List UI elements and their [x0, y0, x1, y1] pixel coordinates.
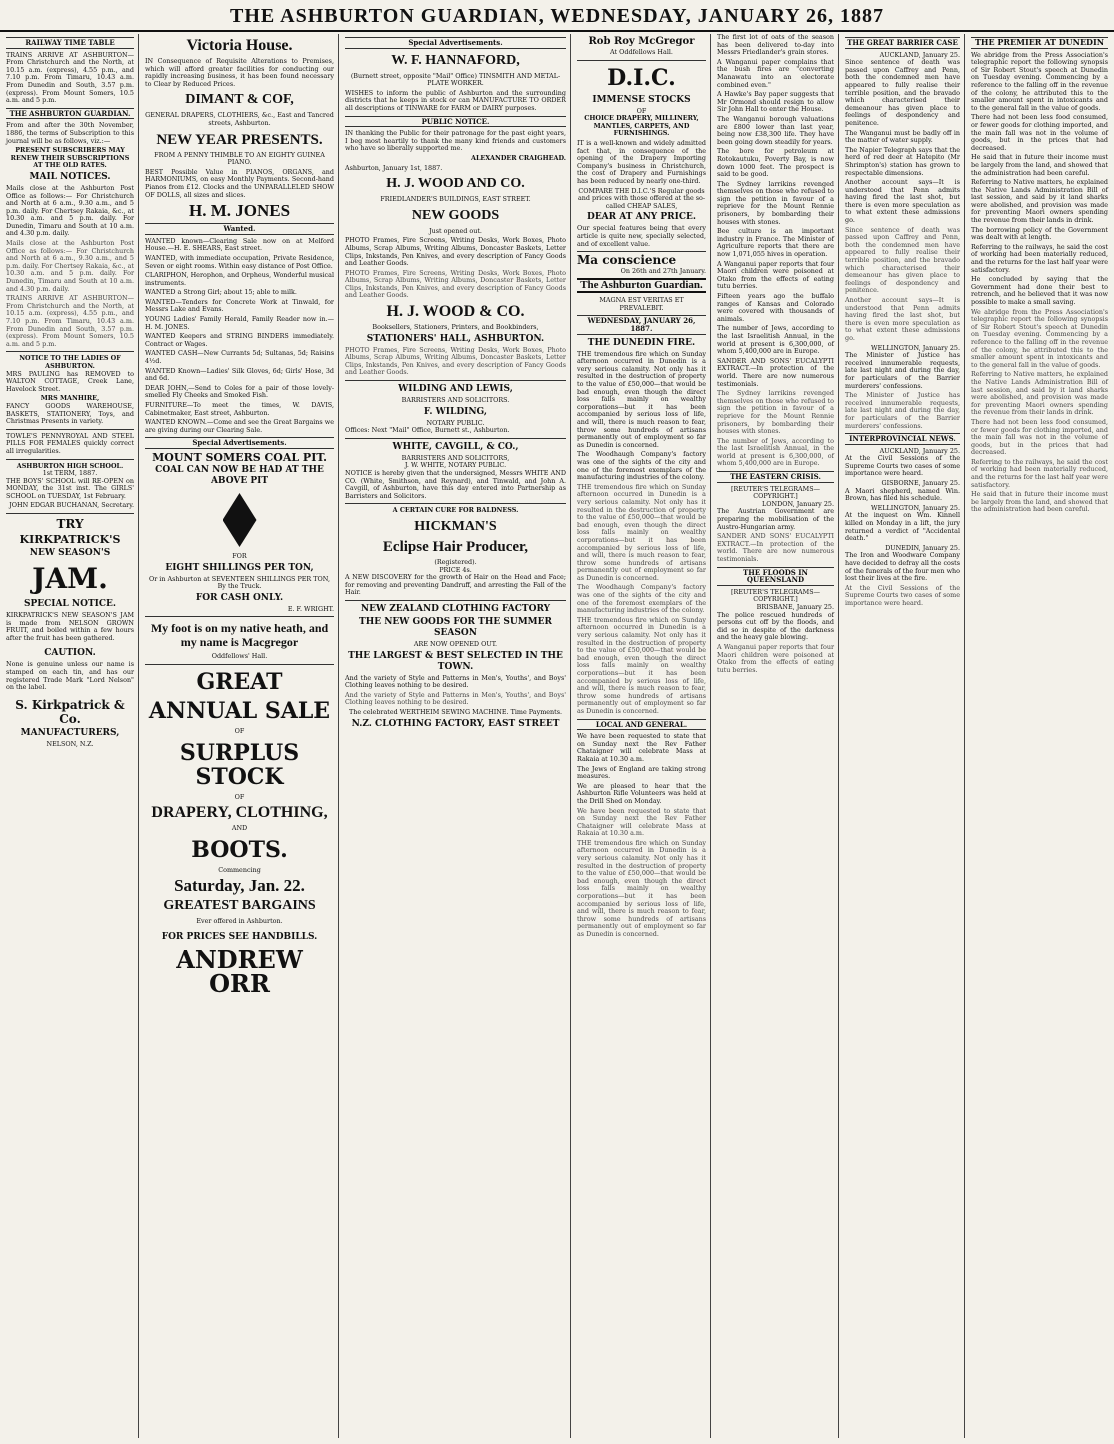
inter-text-repeat: At the Civil Sessions of the Supreme Courts two cases of some importance were heard. [845, 583, 960, 607]
column-7 [967, 34, 1112, 1438]
masthead [0, 0, 1114, 32]
new-goods-summer: THE NEW GOODS FOR THE SUMMER SEASON [359, 616, 552, 638]
ladies-text: MRS PAULING has REMOVED to WALTON COTTAGE, Creek Lane, Havelock Street. [6, 369, 134, 393]
auckland-dateline-2: AUCKLAND, January 25. [879, 446, 960, 455]
hickman-heading: HICKMAN'S [414, 518, 497, 534]
of-label: OF [234, 726, 245, 735]
special-notice-heading: SPECIAL NOTICE. [23, 599, 117, 610]
col5-text-repeat-2: The number of Jews, according to the last Israelitish Annual, in the world at present is 6,300,000, of whom 5,400,000 are in Europe. [717, 436, 834, 468]
premier-heading: THE PREMIER AT DUNEDIN [971, 37, 1108, 49]
jam-heading: JAM. [32, 562, 108, 596]
eastern-text-repeat: SANDER AND SONS' EUCALYPTI EXTRACT.—In protection of the world. There are now numerous testimonials. [717, 532, 834, 563]
caution-heading: CAUTION. [44, 648, 96, 659]
dimant-heading: DIMANT & COF, [185, 92, 294, 108]
special-ads-heading-3: Special Advertisements. [345, 37, 566, 49]
wanted-8: WANTED CASH—New Currants 5d; Sultanas, 5d; Raisins 4½d. [145, 349, 334, 366]
col5-text-1: A Wanganui paper complains that the bush fires are "converting Manawatu into an electorate combined even." [717, 57, 834, 89]
fire-text-repeat-2: The Woodhaugh Company's factory was one of the sights of the city and one of the foremost exemplars of the manufacturing industries of the colony. [577, 583, 706, 615]
fire-heading: THE DUNEDIN FIRE. [587, 337, 696, 348]
mount-somers-heading: MOUNT SOMERS COAL PIT. [152, 450, 327, 464]
guardian-text: From and after the 30th November, 1886, the terms of Subscription to this journal will be as follows, viz.:— [6, 121, 134, 145]
col5-text-8: Fifteen years ago the buffalo ranges of Kansas and Colorado were covered with thousands of animals. [717, 292, 834, 323]
mail-heading: MAIL NOTICES. [29, 171, 111, 182]
floods-text: The police rescued hundreds of persons cut off by the floods, and did so in despite of the darkness and the heavy gale blowing. [717, 610, 834, 642]
railway-heading: RAILWAY TIME TABLE [6, 37, 134, 49]
truck-text: Or in Ashburton at SEVENTEEN SHILLINGS PER TON, By the Truck. [148, 574, 330, 591]
annual-sale-heading: ANNUAL SALE [148, 697, 331, 724]
local-heading: LOCAL AND GENERAL. [577, 719, 706, 731]
registered-label: (Registered). [434, 557, 477, 566]
kirkpatrick-firm: S. Kirkpatrick & Co. [15, 697, 125, 726]
new-goods-heading: NEW GOODS [411, 207, 500, 223]
local-text-2: The Jews of England are taking strong measures. [577, 764, 706, 781]
notary-label: NOTARY PUBLIC. [426, 418, 485, 427]
of-label-4: OF [636, 106, 647, 115]
wanted-10: DEAR JOHN,—Send to Coles for a pair of those lovely-smelled Fly Cheeks and Smoked Fish. [145, 383, 334, 400]
victoria-text: IN Consequence of Requisite Alterations to Premises, which will afford greater facilities for conducting our rapidly increasing business, it has been found necessary to Clear by Reduced Prices. [145, 57, 334, 88]
premier-text-3: He said that in future their income must be largely from the land, and showed that the administration had been careful. [971, 153, 1108, 177]
dunedin-dateline: DUNEDIN, January 25. [885, 543, 960, 552]
premier-text-repeat-2: Referring to Native matters, he explained the Native Lands Administration Bill of last session, and said by it land sharks were abolished, and provision was made for preventing Maori owners spending the revenue from their lands in drink. [971, 370, 1108, 417]
price-label: PRICE 4s. [439, 565, 472, 574]
oats-text: The first lot of oats of the season has been delivered to-day into Messrs Friedlander's grain stores. [717, 34, 834, 57]
gisborne-text: A Maori shepherd, named Win. Brown, has filed his schedule. [845, 486, 960, 503]
wilding-text: Offices: Next "Mail" Office, Burnett st., Ashburton. [345, 426, 510, 435]
wanted-7: WANTED Keepers and STRING BINDERS immediately. Contract or Wages. [145, 332, 334, 348]
white-subheading: BARRISTERS AND SOLICITORS, [401, 453, 510, 462]
eight-shillings: EIGHT SHILLINGS PER TON, [165, 562, 314, 573]
factory-footer: N.Z. CLOTHING FACTORY, EAST STREET [351, 718, 560, 729]
school-subheading: 1st TERM, 1887. [42, 469, 98, 478]
brisbane-dateline: BRISBANE, January 25. [756, 602, 834, 611]
wilding-heading: WILDING AND LEWIS, [398, 384, 513, 395]
new-year-subheading: FROM A PENNY THIMBLE TO AN EIGHTY GUINEA PIANO. [154, 150, 325, 167]
commencing-label: Commencing [218, 865, 261, 874]
manhire-text: FANCY GOODS WAREHOUSE, BASKETS, STATIONERY, Toys, and Christmas Presents in variety. [6, 401, 134, 426]
wanted-11: FURNITURE—To meet the times, W. DAVIS, Cabinetmaker, East street, Ashburton. [145, 401, 334, 417]
floods-text-repeat: A Wanganui paper reports that four Maori children were poisoned at Otako from the effects of eating tutu berries. [717, 642, 834, 674]
col5-text-10: SANDER AND SONS' EUCALYPTI EXTRACT.—In protection of the world. There are now numerous testimonials. [717, 356, 834, 388]
london-dateline: LONDON, January 25. [762, 499, 834, 508]
subscribers-notice: PRESENT SUBSCRIBERS MAY RENEW THEIR SUBSCRIPTIONS AT THE OLD RATES. [10, 146, 130, 170]
coal-heading: COAL CAN NOW BE HAD AT THE ABOVE PIT [155, 464, 324, 486]
mcgregor-heading: Rob Roy McGregor [588, 36, 695, 47]
local-text-repeat: We have been requested to state that on Sunday next the Rev Father Chataigner will celebrate Mass at Rakaia at 10.30 a.m. [577, 806, 706, 838]
premier-text-2: There had not been less food consumed, or fewer goods for clothing imported, and the main fall was not in the volume of goods, but in the prices that had decreased. [971, 113, 1108, 152]
new-year-text: BEST Possible Value in PIANOS, ORGANS, and HARMONIUMS, on easy Monthly Payments. Second-hand Pianos from £12. Clocks and the UNPARALLELED SHOW OF DOLLS, all sizes and slices. [145, 167, 334, 199]
wood-text: PHOTO Frames, Fire Screens, Writing Desks, Work Boxes, Photo Albums, Scrap Albums, Writing Albums, Doncaster Baskets, Letter Clips, Inkstands, Pen Knives, and every description of Fancy Goods and Leather Goods. [345, 236, 566, 268]
wood-subheading-2: Booksellers, Stationers, Printers, and Bookbinders, [372, 323, 539, 332]
ladies-heading: NOTICE TO THE LADIES OF ASHBURTON. [19, 354, 121, 370]
barrier-text-repeat-2: Another account says—It is understood that Penn admits having fired the last shot, but there is even more speculation as to what extent these admissions go. [845, 296, 960, 342]
premier-text-repeat-3: There had not been less food consumed, or fewer goods for clothing imported, and the main fall was not in the volume of goods, but in the prices that had decreased. [971, 417, 1108, 457]
surplus-stock-heading: SURPLUS STOCK [179, 739, 300, 790]
baldness-heading: A CERTAIN CURE FOR BALDNESS. [392, 506, 519, 515]
towle-text: TOWLE'S PENNYROYAL AND STEEL PILLS FOR FEMALES quickly correct all irregularities. [6, 431, 134, 455]
fire-text-repeat-4: THE tremendous fire which on Sunday afternoon occurred in Dunedin is a very serious calamity. Not only has it resulted in the destruction of property to the value of £50,000—that would be bad enough, even though the direct loss falls mainly on wealthy corporations—but it has been accompanied by serious loss of life, and will, there is much reason to fear, throw some hundreds of artisans permanently out of employment so far as Dunedin is concerned. [577, 838, 706, 938]
mcgregor-hall: At Oddfellows Hall. [610, 48, 673, 56]
white-heading: WHITE, CAVGILL, & CO., [392, 441, 519, 452]
cash-only: FOR CASH ONLY. [195, 592, 284, 603]
school-text: THE BOYS' SCHOOL will RE-OPEN on MONDAY, the 31st inst. The GIRLS' SCHOOL on TUESDAY, 1st February. [6, 476, 134, 500]
guardian-nameplate: The Ashburton Guardian. [577, 278, 706, 294]
wood-text-repeat-2: PHOTO Frames, Fire Screens, Writing Desks, Work Boxes, Photo Albums, Scrap Albums, Writing Albums, Doncaster Baskets, Letter Clips, Inkstands, Pen Knives, and every description of Fancy Goods and Leather Goods. [345, 345, 566, 377]
col5-text-6: Bee culture is an important industry in France. The Minister of Agriculture reports that there are now 1,071,055 hives in operation. [717, 227, 834, 259]
premier-text-7: He concluded by saying that the Government had done their best to retrench, and he believed that it was now possible to make a small saving. [971, 275, 1108, 306]
public-notice-text: IN thanking the Public for their patronage for the past eight years, I beg most heartily to thank the many kind friends and customers who have so liberally supported me. [345, 129, 566, 153]
manufacturers-label: MANUFACTURERS, [20, 727, 120, 738]
wanted-heading: Wanted. [145, 223, 334, 235]
mail-text: Mails close at the Ashburton Post Office as follows:— For Christchurch and North at 6 a.m., 9.30 a.m., and 5 p.m. daily. For Chertsey Rakaia, &c., at 10.30 a.m. and 5 p.m. daily. For Dunedin, Timaru and South at 10 a.m. and 4.30 p.m. daily. [6, 183, 134, 238]
masthead-title: THE ASHBURTON GUARDIAN, WEDNESDAY, JANUARY 26, 1887 [230, 5, 884, 27]
greatest-bargains: GREATEST BARGAINS [163, 898, 316, 914]
public-notice-heading: PUBLIC NOTICE. [345, 116, 566, 128]
caution-text: None is genuine unless our name is stamped on each tin, and has our registered Trade Mark "Lord Nelson" on the label. [6, 660, 134, 692]
choice-heading: CHOICE DRAPERY, MILLINERY, MANTLES, CARPETS, AND FURNISHINGS. [584, 114, 699, 138]
hannaford-text: WISHES to inform the public of Ashburton and the surrounding districts that he keeps in stock or can MANUFACTURE TO ORDER all descriptions of TINWARE for FARM or DAIRY purposes. [345, 88, 566, 112]
col5-text-2: A Hawke's Bay paper suggests that Mr Ormond should resign to allow Sir John Hall to enter the House. [717, 90, 834, 114]
motto-label: MAGNA EST VERITAS ET PREVALEBIT. [599, 296, 684, 312]
wanted-4: WANTED a Strong Girl; about 15; able to milk. [145, 288, 297, 297]
stationers-hall: STATIONERS' HALL, ASHBURTON. [366, 333, 545, 344]
manhire-heading: MRS MANHIRE, [40, 394, 100, 403]
premier-text: We abridge from the Press Association's telegraphic report the following synopsis of Sir Robert Stout's speech at Dunedin on Tuesday evening. Commencing by a reference to the falling off in the revenue of the colony, he attributed this to the smaller amount spent in intoxicants and to the general fall in the value of goods. [971, 50, 1108, 112]
nz-clothing-heading: NEW ZEALAND CLOTHING FACTORY [360, 603, 551, 614]
premier-text-6: Referring to the railways, he said the cost of working had been materially reduced, and the returns for the last half year were satisfactory. [971, 242, 1108, 274]
school-signature: JOHN EDGAR BUCHANAN, Secretary. [9, 501, 134, 510]
hannaford-subheading: (Burnett street, opposite "Mail" Office) TINSMITH AND METAL-PLATE WORKER. [350, 71, 561, 88]
eastern-text: The Austrian Government are preparing the mobilisation of the Austro-Hungarian army. [717, 507, 834, 531]
unpacked-label: Just opened out. [429, 226, 482, 235]
fire-text: THE tremendous fire which on Sunday afternoon occurred in Dunedin is a very serious calamity. Not only has it resulted in the destruction of property to the value of £50,000—that would be bad enough, even though the direct loss falls mainly on wealthy corporations—but it has been accompanied by serious loss of life, and will, there is much reason to fear, throw some hundreds of artisans permanently out of employment so far as Dunedin is concerned. [577, 349, 706, 449]
premier-text-repeat-4: Referring to the railways, he said the cost of working had been materially reduced, and the returns for the last half year were satisfactory. [971, 457, 1108, 489]
premier-text-repeat: We abridge from the Press Association's telegraphic report the following synopsis of Sir Robert Stout's speech at Dunedin on Tuesday evening. Commencing by a reference to the falling off in the revenue of the colony, he attributed this to the smaller amount spent in intoxicants and to the general fall in the value of goods. [971, 307, 1108, 369]
special-dept-text: Our special features being that every article is quite new, specially selected, and of excellent value. [577, 224, 706, 248]
largest-heading: THE LARGEST & BEST SELECTED IN THE TOWN. [348, 650, 563, 672]
eastern-heading: THE EASTERN CRISIS. [717, 471, 834, 483]
for-label: FOR [232, 551, 247, 560]
sale-date: Saturday, Jan. 22. [174, 876, 305, 896]
hannaford-heading: W. F. HANNAFORD, [391, 52, 520, 68]
drapery-heading: DRAPERY, CLOTHING, [151, 804, 328, 822]
wood-heading-2: H. J. WOOD & CO. [386, 303, 525, 321]
special-notice-text: KIRKPATRICK'S NEW SEASON'S JAM is made from NELSON GROWN FRUIT, and boiled within a few hours after the fruit has been gathered. [6, 611, 134, 642]
wanted-2: WANTED, with immediate occupation, Private Residence, Seven or eight rooms. Within easy distance of Post Office. [145, 253, 334, 270]
wright-signature: E. F. WRIGHT. [287, 604, 334, 613]
offered-label: Ever offered in Ashburton. [196, 917, 283, 926]
new-year-heading: NEW YEAR PRESENTS. [156, 131, 323, 148]
fire-text-repeat: THE tremendous fire which on Sunday afternoon occurred in Dunedin is a very serious calamity. Not only has it resulted in the destruction of property to the value of £50,000—that would be bad enough, even though the direct loss falls mainly on wealthy corporations—but it has been accompanied by serious loss of life, and will, there is much reason to fear, throw some hundreds of artisans permanently out of employment so far as Dunedin is concerned. [577, 482, 706, 582]
railway-text-repeat: TRAINS ARRIVE AT ASHBURTON—From Christchurch and the North, at 10.15 a.m. (express), 4.55 p.m., and 7.10 p.m. From Timaru, 10.43 a.m. From Dunedin and South, 3.57 p.m. (express). From Mount Somers, 10.5 a.m. and 5 p.m. [6, 294, 134, 348]
kirkpatrick-heading: KIRKPATRICK'S [19, 533, 121, 547]
col5-text-3: The Wanganui borough valuations are £800 lower than last year, being now £38,300 life. They have been going down steadily for years. [717, 114, 834, 146]
column-6 [841, 34, 965, 1438]
wellington-dateline-2: WELLINGTON, January 25. [871, 503, 960, 512]
coal-diamond-icon [223, 493, 257, 547]
column-5 [713, 34, 839, 1438]
compare-text: COMPARE THE D.I.C.'S Regular goods and prices with those offered at the so-called CHEAP SALES, [577, 186, 706, 210]
auckland-dateline: AUCKLAND, January 25. [879, 50, 960, 59]
barrier-text-repeat-3: The Minister of Justice has received innumerable requests, late last night and during the day, for particulars of the Barrier murderers' confessions. [845, 391, 960, 430]
column-1 [2, 34, 139, 1438]
victoria-heading: Victoria House. [186, 37, 293, 54]
dear-heading: DEAR AT ANY PRICE. [587, 212, 696, 223]
wellington-dateline: WELLINGTON, January 25. [871, 343, 960, 352]
conscience-dates: On 26th and 27th January. [620, 267, 706, 276]
dic-text: IT is a well-known and widely admitted fact that, in consequence of the opening of the Drapery Importing Company's business in Christchurch, the cost of Drapery and Furnishings has been reduced by nearly one-third. [577, 138, 706, 185]
dimant-subheading: GENERAL DRAPERS, CLOTHIERS, &c., East and Tancred streets, Ashburton. [145, 111, 334, 127]
stock-text: And the variety of Style and Patterns in Men's, Youths', and Boys' Clothing leaves nothing to be desired. [345, 673, 566, 690]
jwhite-label: J. W. WHITE, NOTARY PUBLIC. [404, 461, 507, 470]
col5-text-5: The Sydney larrikins revenged themselves on those who refused to sign the petition in favour of a reprieve for the Mount Rennie prisoners, by bombarding their houses with stones. [717, 179, 834, 226]
barrier-text-repeat: Since sentence of death was passed upon Caffrey and Penn, both the condemned men have appeared to fully realise their terrible position, and the bravado which characterised their demeanour has given place to feelings of despondency and penitence. [845, 225, 960, 295]
railway-text: TRAINS ARRIVE AT ASHBURTON—From Christchurch and the North, at 10.15 a.m. (express), 4.55 p.m., and 7.10 p.m. From Timaru, 10.43 a.m. From Dunedin and South, 3.57 p.m. (express). From Mount Somers, 10.5 a.m. and 5 p.m. [6, 50, 134, 105]
wanted-6: YOUNG Ladies' Family Herald, Family Reader now in.—H. M. JONES. [145, 315, 334, 331]
barrier-text-5: The Minister of Justice has received innumerable requests, late last night and during the day, for particulars of the Barrier murderers' confessions. [845, 351, 960, 390]
column-4 [573, 34, 711, 1438]
fire-text-repeat-3: THE tremendous fire which on Sunday afternoon occurred in Dunedin is a very serious calamity. Not only has it resulted in the destruction of property to the value of £50,000—that would be bad enough, even though the direct loss falls mainly on wealthy corporations—but it has been accompanied by serious loss of life, and will, there is much reason to fear, throw some hundreds of artisans permanently out of employment so far as Dunedin is concerned. [577, 615, 706, 715]
school-heading: ASHBURTON HIGH SCHOOL. [16, 461, 124, 470]
floods-heading: THE FLOODS IN QUEENSLAND [717, 567, 834, 586]
wilding-subheading: BARRISTERS AND SOLICITORS. [401, 396, 510, 405]
col5-text-9: The number of Jews, according to the last Israelitish Annual, in the world at present is 6,300,000, of whom 5,400,000 are in Europe. [717, 324, 834, 356]
barrier-text-2: The Wanganui must be badly off in the matter of water supply. [845, 128, 960, 145]
inter-text: At the Civil Sessions of the Supreme Courts two cases of some importance were heard. [845, 454, 960, 478]
wanted-5: WANTED—Tenders for Concrete Work at Tinwald, for Messrs Lake and Evans. [145, 297, 334, 314]
special-ads-heading: Special Advertisements. [145, 437, 334, 449]
col5-text-4: The bore for petroleum at Rotokautuku, Poverty Bay, is now down 1000 feet. The prospect is said to be good. [717, 147, 834, 179]
wanted-9: WANTED Known—Ladies' Silk Gloves, 6d; Girls' Hose, 3d and 6d. [145, 366, 334, 383]
premier-text-5: The borrowing policy of the Government was dealt with at length. [971, 225, 1108, 242]
stock-text-repeat: And the variety of Style and Patterns in Men's, Youths', and Boys' Clothing leaves nothing to be desired. [345, 690, 566, 707]
boots-heading: BOOTS. [191, 836, 288, 863]
local-text: We have been requested to state that on Sunday next the Rev Father Chataigner will celebrate Mass at Rakaia at 10.30 a.m. [577, 732, 706, 763]
conscience-heading: Ma conscience [577, 253, 677, 268]
fwilding-heading: F. WILDING, [423, 406, 488, 417]
reuter-label: [REUTER'S TELEGRAMS—COPYRIGHT.] [731, 484, 820, 501]
now-opened-label: ARE NOW OPENED OUT. [413, 639, 498, 648]
craighead-signature: ALEXANDER CRAIGHEAD. [470, 153, 566, 162]
barrier-text-4: Another account says—It is understood that Penn admits having fired the last shot, but there is even more speculation as to what extent these admissions go. [845, 178, 960, 225]
wood-text-repeat: PHOTO Frames, Fire Screens, Writing Desks, Work Boxes, Photo Albums, Scrap Albums, Writing Albums, Doncaster Baskets, Letter Clips, Inkstands, Pen Knives, and every description of Fancy Goods and Leather Goods. [345, 268, 566, 300]
nelson-label: NELSON, N.Z. [46, 739, 94, 748]
fire-text-2: The Woodhaugh Company's factory was one of the sights of the city and one of the foremost exemplars of the manufacturing industries of the colony. [577, 450, 706, 482]
orr-heading: ANDREW ORR [176, 944, 303, 998]
premier-text-4: Referring to Native matters, he explained the Native Lands Administration Bill of last session, and said by it land sharks were abolished, and provision was made for preventing Maori owners spending the revenue from their lands in drink. [971, 178, 1108, 225]
issue-date: WEDNESDAY, JANUARY 26, 1887. [577, 315, 706, 334]
column-3 [341, 34, 571, 1438]
interprovincial-heading: INTERPROVINCIAL NEWS. [845, 433, 960, 445]
dic-heading: D.I.C. [607, 64, 676, 91]
new-season-heading: NEW SEASON'S [29, 548, 111, 559]
try-heading: TRY [56, 517, 84, 532]
premier-text-repeat-5: He said that in future their income must be largely from the land, and showed that the administration had been careful. [971, 490, 1108, 514]
eclipse-heading: Eclipse Hair Producer, [382, 538, 529, 555]
reuter-label-2: [REUTER'S TELEGRAMS—COPYRIGHT.] [731, 587, 820, 604]
hussey-text: We are pleased to hear that the Ashburton Rifle Volunteers was held at the Drill Shed on Monday. [577, 781, 706, 805]
wertheim-text: The celebrated WERTHEIM SEWING MACHINE. Time Payments. [348, 707, 563, 716]
gisborne-dateline: GISBORNE, January 25. [881, 479, 960, 488]
wanted-12: WANTED KNOWN.—Come and see the Great Bargains we are giving during our Clearing Sale. [145, 418, 334, 434]
great-heading: GREAT [196, 668, 283, 695]
barrier-text: Since sentence of death was passed upon Caffrey and Penn, both the condemned men have appeared to fully realise their terrible position, and the bravado which characterised their demeanour has given place to feelings of despondency and penitence. [845, 58, 960, 127]
wood-heading: H. J. WOOD AND CO. [386, 176, 525, 192]
mail-text-repeat: Mails close at the Ashburton Post Office as follows:— For Christchurch and North at 6 a.m., 9.30 a.m., and 5 p.m. daily. For Chertsey Rakaia, &c., at 10.30 a.m. and 5 p.m. daily. For Dunedin, Timaru and South at 10 a.m. and 4.30 p.m. daily. [6, 239, 134, 293]
guardian-heading: THE ASHBURTON GUARDIAN. [6, 108, 134, 120]
handbills-label: FOR PRICES SEE HANDBILLS. [161, 931, 318, 942]
foot-heading: My foot is on my native heath, and my name is Macgregor [150, 621, 329, 650]
of-label-2: OF [234, 792, 245, 801]
wanted-1: WANTED known—Clearing Sale now on at Melford House.—H. E. SHEARS, East street. [145, 236, 334, 253]
wanted-3: CLARIPHON, Herophon, and Orpheus, Wonderful musical instruments. [145, 271, 334, 287]
white-text: NOTICE is hereby given that the undersigned, Messrs WHITE AND CO. (White, Smithson, and Reynard), and Tinwald, and John A. Cavgill, of Ashburton, have this day entered into Partnership as Barristers and Solicitors. [345, 469, 566, 500]
col5-text-7: A Wanganui paper reports that four Maori children were poisoned at Otako from the effects of eating tutu berries. [717, 259, 834, 291]
wood-subheading: FRIEDLANDER'S BUILDINGS, EAST STREET. [380, 195, 531, 204]
hickman-text: A NEW DISCOVERY for the growth of Hair on the Head and Face; for removing and preventing Dandruff, and arresting the Fall of the Hair. [345, 573, 566, 597]
col5-text-repeat: The Sydney larrikins revenged themselves on those who refused to sign the petition in favour of a reprieve for the Mount Rennie prisoners, by bombarding their houses with stones. [717, 389, 834, 436]
barrier-heading: THE GREAT BARRIER CASE [845, 37, 960, 49]
and-label: AND [231, 824, 248, 833]
jones-heading: H. M. JONES [188, 201, 291, 221]
craighead-date: Ashburton, January 1st, 1887. [345, 163, 443, 172]
immense-heading: IMMENSE STOCKS [592, 94, 691, 105]
oddfellows-label: Oddfellows' Hall. [211, 652, 268, 661]
dunedin-text: The Iron and Woodware Company have decided to defray all the costs of the funerals of the four men who lost their lives at the fire. [845, 551, 961, 583]
column-2 [141, 34, 339, 1438]
barrier-text-3: The Napier Telegraph says that the herd of red deer at Hatepito (Mr Shrimpton's) station has grown to respectable dimensions. [845, 145, 960, 177]
wellington-text: At the inquest on Wm. Kinnell killed on Monday in a lift, the jury returned a verdict of "Accidental death." [845, 511, 960, 543]
